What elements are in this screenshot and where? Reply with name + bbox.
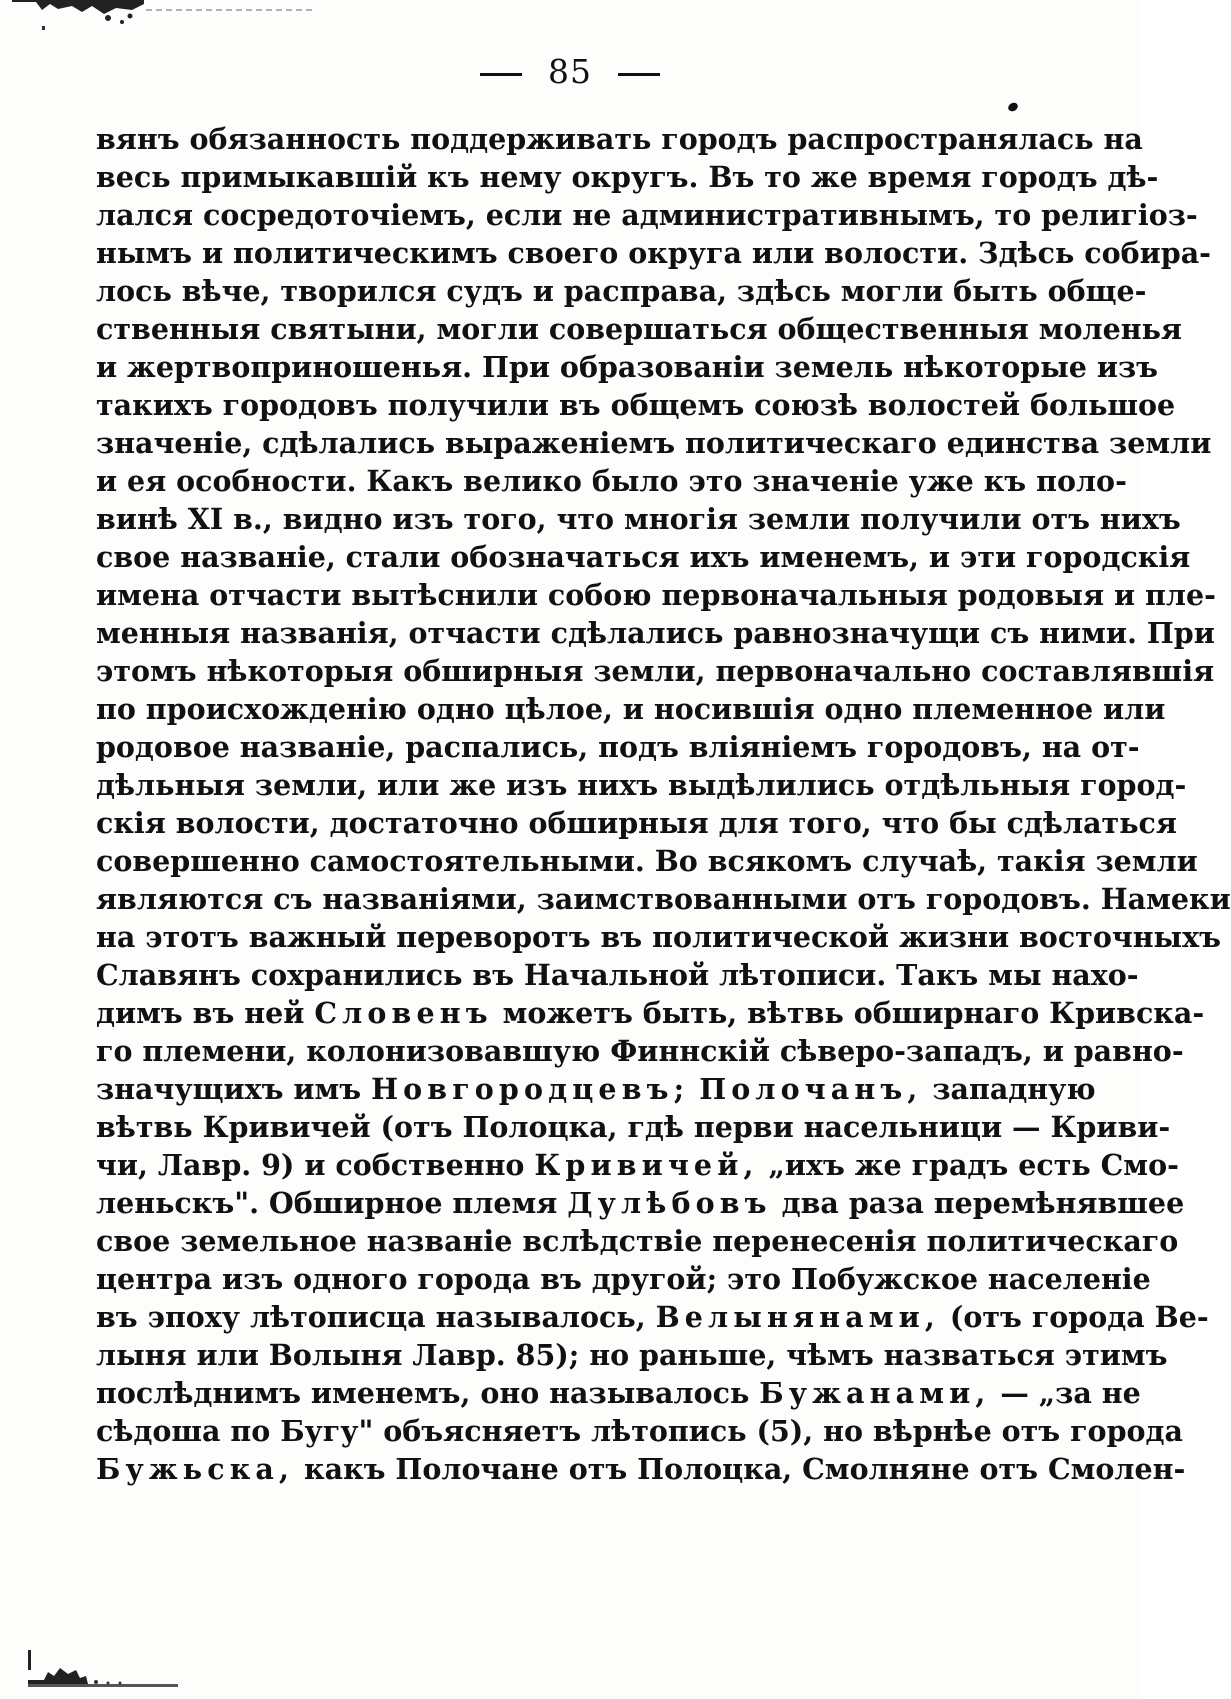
text-segment: менныя названія, отчасти сдѣлались равнозначущи съ ними. При (96, 616, 1215, 650)
spaced-name: Бужьска, (96, 1452, 295, 1486)
text-segment: родовое названіе, распались, подъ вліяніемъ городовъ, на от- (96, 730, 1140, 764)
text-line (96, 614, 1215, 652)
text-segment: и ея особности. Какъ велико было это значеніе уже къ поло- (96, 464, 1127, 498)
spaced-name: Новгородцевъ; (371, 1072, 690, 1106)
text-segment (689, 1072, 699, 1106)
text-segment: Славянъ сохранились въ Начальной лѣтописи. Такъ мы нахо- (96, 958, 1139, 992)
text-segment: въ эпоху лѣтописца называлось, (96, 1300, 656, 1334)
text-segment: по происхожденію одно цѣлое, и носившія одно племенное или (96, 692, 1166, 726)
text-segment: на этотъ важный переворотъ въ политической жизни восточныхъ (96, 920, 1221, 954)
text-line (96, 1222, 1179, 1260)
text-segment: чи, Лавр. 9) и собственно (96, 1148, 535, 1182)
text-segment: западную (922, 1072, 1096, 1106)
text-line (96, 1032, 1184, 1070)
text-line (96, 652, 1215, 690)
text-line (96, 310, 1182, 348)
spaced-name: Велынянами, (655, 1300, 940, 1334)
text-line (96, 728, 1140, 766)
text-line (96, 348, 1159, 386)
text-segment: весь примыкавшій къ нему округъ. Въ то же время городъ дѣ- (96, 160, 1159, 194)
page-number-right-dash (618, 73, 660, 76)
text-segment: сѣдоша по Бугу" объясняетъ лѣтопись (5), но вѣрнѣе отъ города (96, 1414, 1183, 1448)
text-segment: значущихъ имъ (96, 1072, 372, 1106)
text-line (96, 956, 1139, 994)
text-segment: какъ Полочане отъ Полоцка, Смолняне отъ Смолен- (294, 1452, 1186, 1486)
scan-edge-mark-top (12, 0, 312, 30)
text-segment: скія волости, достаточно обширныя для того, что бы сдѣлаться (96, 806, 1177, 840)
text-segment: и жертвоприношенья. При образованіи земель нѣкоторые изъ (96, 350, 1159, 384)
ink-speck (1007, 101, 1020, 113)
text-line (96, 576, 1216, 614)
text-segment: лось вѣче, творился судъ и расправа, здѣсь могли быть обще- (96, 274, 1147, 308)
text-line (96, 1374, 1141, 1412)
text-segment: вянъ обязанность поддерживать городъ распространялась на (96, 122, 1143, 156)
text-segment: — „за не (990, 1376, 1141, 1410)
text-segment: два раза перемѣнявшее (771, 1186, 1185, 1220)
text-line (96, 880, 1231, 918)
text-segment: можетъ быть, вѣтвь обширнаго Кривска- (492, 996, 1205, 1030)
text-line (96, 158, 1159, 196)
text-segment: такихъ городовъ получили въ общемъ союзѣ волостей большое (96, 388, 1176, 422)
text-line (96, 1184, 1185, 1222)
text-line (96, 272, 1147, 310)
text-segment: дѣльныя земли, или же изъ нихъ выдѣлились отдѣльныя город- (96, 768, 1187, 802)
text-line (96, 424, 1212, 462)
body-text (96, 120, 1231, 1488)
text-segment: леньскъ". Обширное племя (96, 1186, 568, 1220)
text-segment: являются съ названіями, заимствованными отъ городовъ. Намеки (96, 882, 1231, 916)
text-segment: свое названіе, стали обозначаться ихъ именемъ, и эти городскія (96, 540, 1191, 574)
spaced-name: Словенъ (314, 996, 493, 1030)
text-segment: послѣднимъ именемъ, оно называлось (96, 1376, 760, 1410)
text-segment: димъ въ ней (96, 996, 315, 1030)
spaced-name: Полочанъ, (699, 1072, 923, 1106)
text-segment: этомъ нѣкоторыя обширныя земли, первоначально составлявшія (96, 654, 1215, 688)
spaced-name: Кривичей, (534, 1148, 759, 1182)
text-segment: центра изъ одного города въ другой; это Побужское населеніе (96, 1262, 1151, 1296)
text-line (96, 234, 1211, 272)
text-line (96, 1336, 1168, 1374)
text-line (96, 804, 1177, 842)
text-line (96, 1260, 1151, 1298)
page-number-text: 85 (548, 52, 592, 91)
text-line (96, 500, 1181, 538)
text-segment: лыня или Волыня Лавр. 85); но раньше, чѣмъ назваться этимъ (96, 1338, 1168, 1372)
text-line (96, 842, 1198, 880)
text-segment: совершенно самостоятельными. Во всякомъ случаѣ, такія земли (96, 844, 1198, 878)
text-line (96, 386, 1176, 424)
text-line (96, 1298, 1209, 1336)
text-segment: вѣтвь Кривичей (отъ Полоцка, гдѣ перви насельници — Криви- (96, 1110, 1171, 1144)
text-line (96, 766, 1187, 804)
text-line (96, 196, 1198, 234)
text-line (96, 994, 1205, 1032)
text-line (96, 1450, 1186, 1488)
text-segment: имена отчасти вытѣснили собою первоначальныя родовыя и пле- (96, 578, 1216, 612)
text-line (96, 538, 1191, 576)
text-line (96, 1146, 1179, 1184)
text-line (96, 690, 1166, 728)
page-number (0, 52, 1140, 91)
page-number-left-dash (480, 73, 522, 76)
text-segment: значеніе, сдѣлались выраженіемъ политическаго единства земли (96, 426, 1212, 460)
text-segment: свое земельное названіе вслѣдствіе перенесенія политическаго (96, 1224, 1179, 1258)
text-line (96, 918, 1221, 956)
spaced-name: Дулѣбовъ (567, 1186, 772, 1220)
text-segment: „ихъ же градъ есть Смо- (758, 1148, 1179, 1182)
text-segment: лался сосредоточіемъ, если не административнымъ, то религіоз- (96, 198, 1198, 232)
text-line (96, 1070, 1096, 1108)
text-line (96, 120, 1143, 158)
text-segment: (отъ города Ве- (939, 1300, 1209, 1334)
spaced-name: Бужанами, (759, 1376, 991, 1410)
text-line (96, 1108, 1171, 1146)
text-segment: го племени, колонизовавшую Финнскій сѣверо-западъ, и равно- (96, 1034, 1184, 1068)
text-segment: нымъ и политическимъ своего округа или волости. Здѣсь собира- (96, 236, 1211, 270)
text-line (96, 1412, 1183, 1450)
scan-edge-mark-bottom (28, 1650, 178, 1699)
text-segment: винѣ XI в., видно изъ того, что многія земли получили отъ нихъ (96, 502, 1181, 536)
text-line (96, 462, 1127, 500)
text-segment: ственныя святыни, могли совершаться общественныя моленья (96, 312, 1182, 346)
